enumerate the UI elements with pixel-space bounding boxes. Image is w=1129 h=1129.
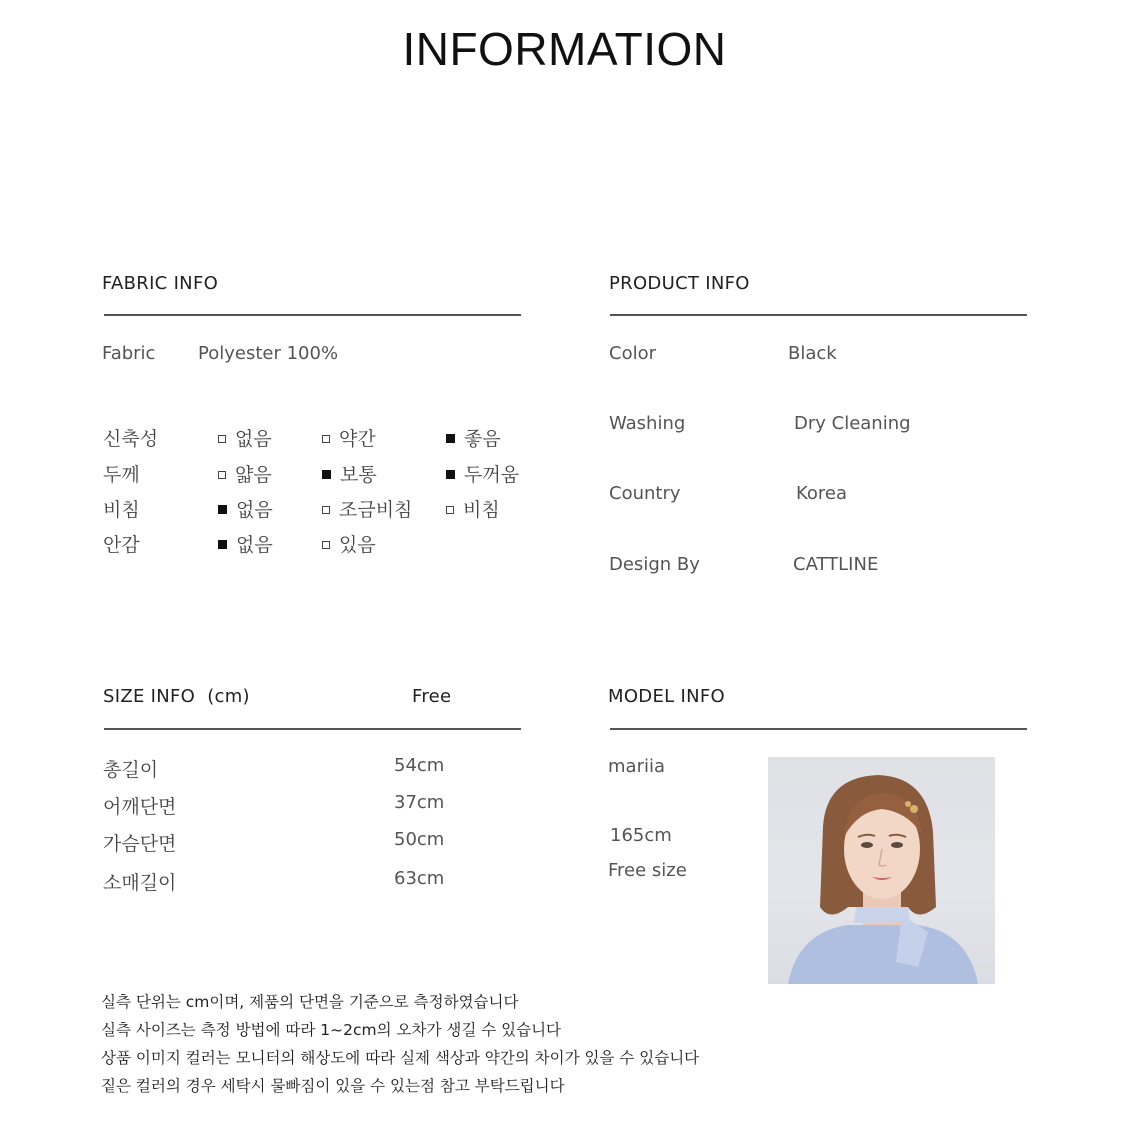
fabric-property-label: 신축성 [103,428,159,450]
fabric-option [446,495,500,522]
product-washing-label: Washing [609,413,686,434]
fabric-option [446,424,501,451]
model-portrait-illustration [768,757,995,984]
note-line: 실측 사이즈는 측정 방법에 따라 1~2cm의 오차가 생길 수 있습니다 [101,1021,562,1039]
fabric-option [218,495,273,522]
size-column-header: Free [412,686,452,707]
size-info-divider [104,728,521,730]
product-info-divider [610,314,1027,316]
page-title: INFORMATION [402,23,727,75]
unchecked-box-icon [322,435,330,443]
checked-box-icon [446,470,455,479]
unchecked-box-icon [322,506,330,514]
fabric-property-label: 안감 [103,534,140,556]
fabric-property-label: 두께 [103,464,140,486]
fabric-option-label: 없음 [236,499,273,521]
model-size: Free size [608,860,687,881]
product-designer-label: Design By [609,554,700,575]
fabric-option-label: 좋음 [464,428,501,450]
model-photo [768,757,995,984]
unchecked-box-icon [322,541,330,549]
product-color-label: Color [609,343,656,364]
model-height: 165cm [610,825,672,846]
fabric-option [218,460,272,487]
product-info-heading: PRODUCT INFO [609,273,750,294]
size-row-value: 63cm [394,868,445,889]
model-info-divider [610,728,1027,730]
model-name: mariia [608,756,665,777]
fabric-option-label: 두꺼움 [464,464,520,486]
fabric-option-label: 없음 [235,428,272,450]
size-row-value: 37cm [394,792,445,813]
fabric-option [218,530,273,557]
fabric-option-label: 있음 [339,534,376,556]
size-row-label: 어깨단면 [103,796,177,818]
product-washing-value: Dry Cleaning [794,413,911,434]
fabric-option-label: 비침 [463,499,500,521]
model-info-heading: MODEL INFO [608,686,725,707]
size-row-label: 총길이 [103,759,159,781]
fabric-option [446,460,519,487]
unchecked-box-icon [218,435,226,443]
fabric-option-label: 약간 [339,428,376,450]
fabric-value: Polyester 100% [198,343,339,364]
fabric-option-label: 조금비침 [339,499,413,521]
product-designer-value: CATTLINE [793,554,879,575]
fabric-option [322,495,412,522]
size-info-heading: SIZE INFO (cm) [103,686,250,707]
product-country-label: Country [609,483,681,504]
size-row-label: 소매길이 [103,872,177,894]
checked-box-icon [446,434,455,443]
fabric-option-label: 보통 [340,464,377,486]
size-row-value: 50cm [394,829,445,850]
checked-box-icon [218,540,227,549]
fabric-label: Fabric [102,343,156,364]
size-row-label: 가슴단면 [103,833,177,855]
product-country-value: Korea [796,483,848,504]
product-color-value: Black [788,343,837,364]
checked-box-icon [322,470,331,479]
note-line: 상품 이미지 컬러는 모니터의 해상도에 따라 실제 색상과 약간의 차이가 있을 수 있습니다 [101,1049,700,1067]
fabric-option [218,424,272,451]
fabric-option-label: 얇음 [235,464,272,486]
fabric-info-divider [104,314,521,316]
checked-box-icon [218,505,227,514]
note-line: 짙은 컬러의 경우 세탁시 물빠짐이 있을 수 있는점 참고 부탁드립니다 [101,1077,565,1095]
fabric-option [322,530,376,557]
note-line: 실측 단위는 cm이며, 제품의 단면을 기준으로 측정하였습니다 [101,993,519,1011]
fabric-option [322,460,377,487]
fabric-info-heading: FABRIC INFO [102,273,219,294]
fabric-option [322,424,376,451]
unchecked-box-icon [218,471,226,479]
fabric-property-label: 비침 [103,499,140,521]
size-row-value: 54cm [394,755,445,776]
fabric-option-label: 없음 [236,534,273,556]
unchecked-box-icon [446,506,454,514]
